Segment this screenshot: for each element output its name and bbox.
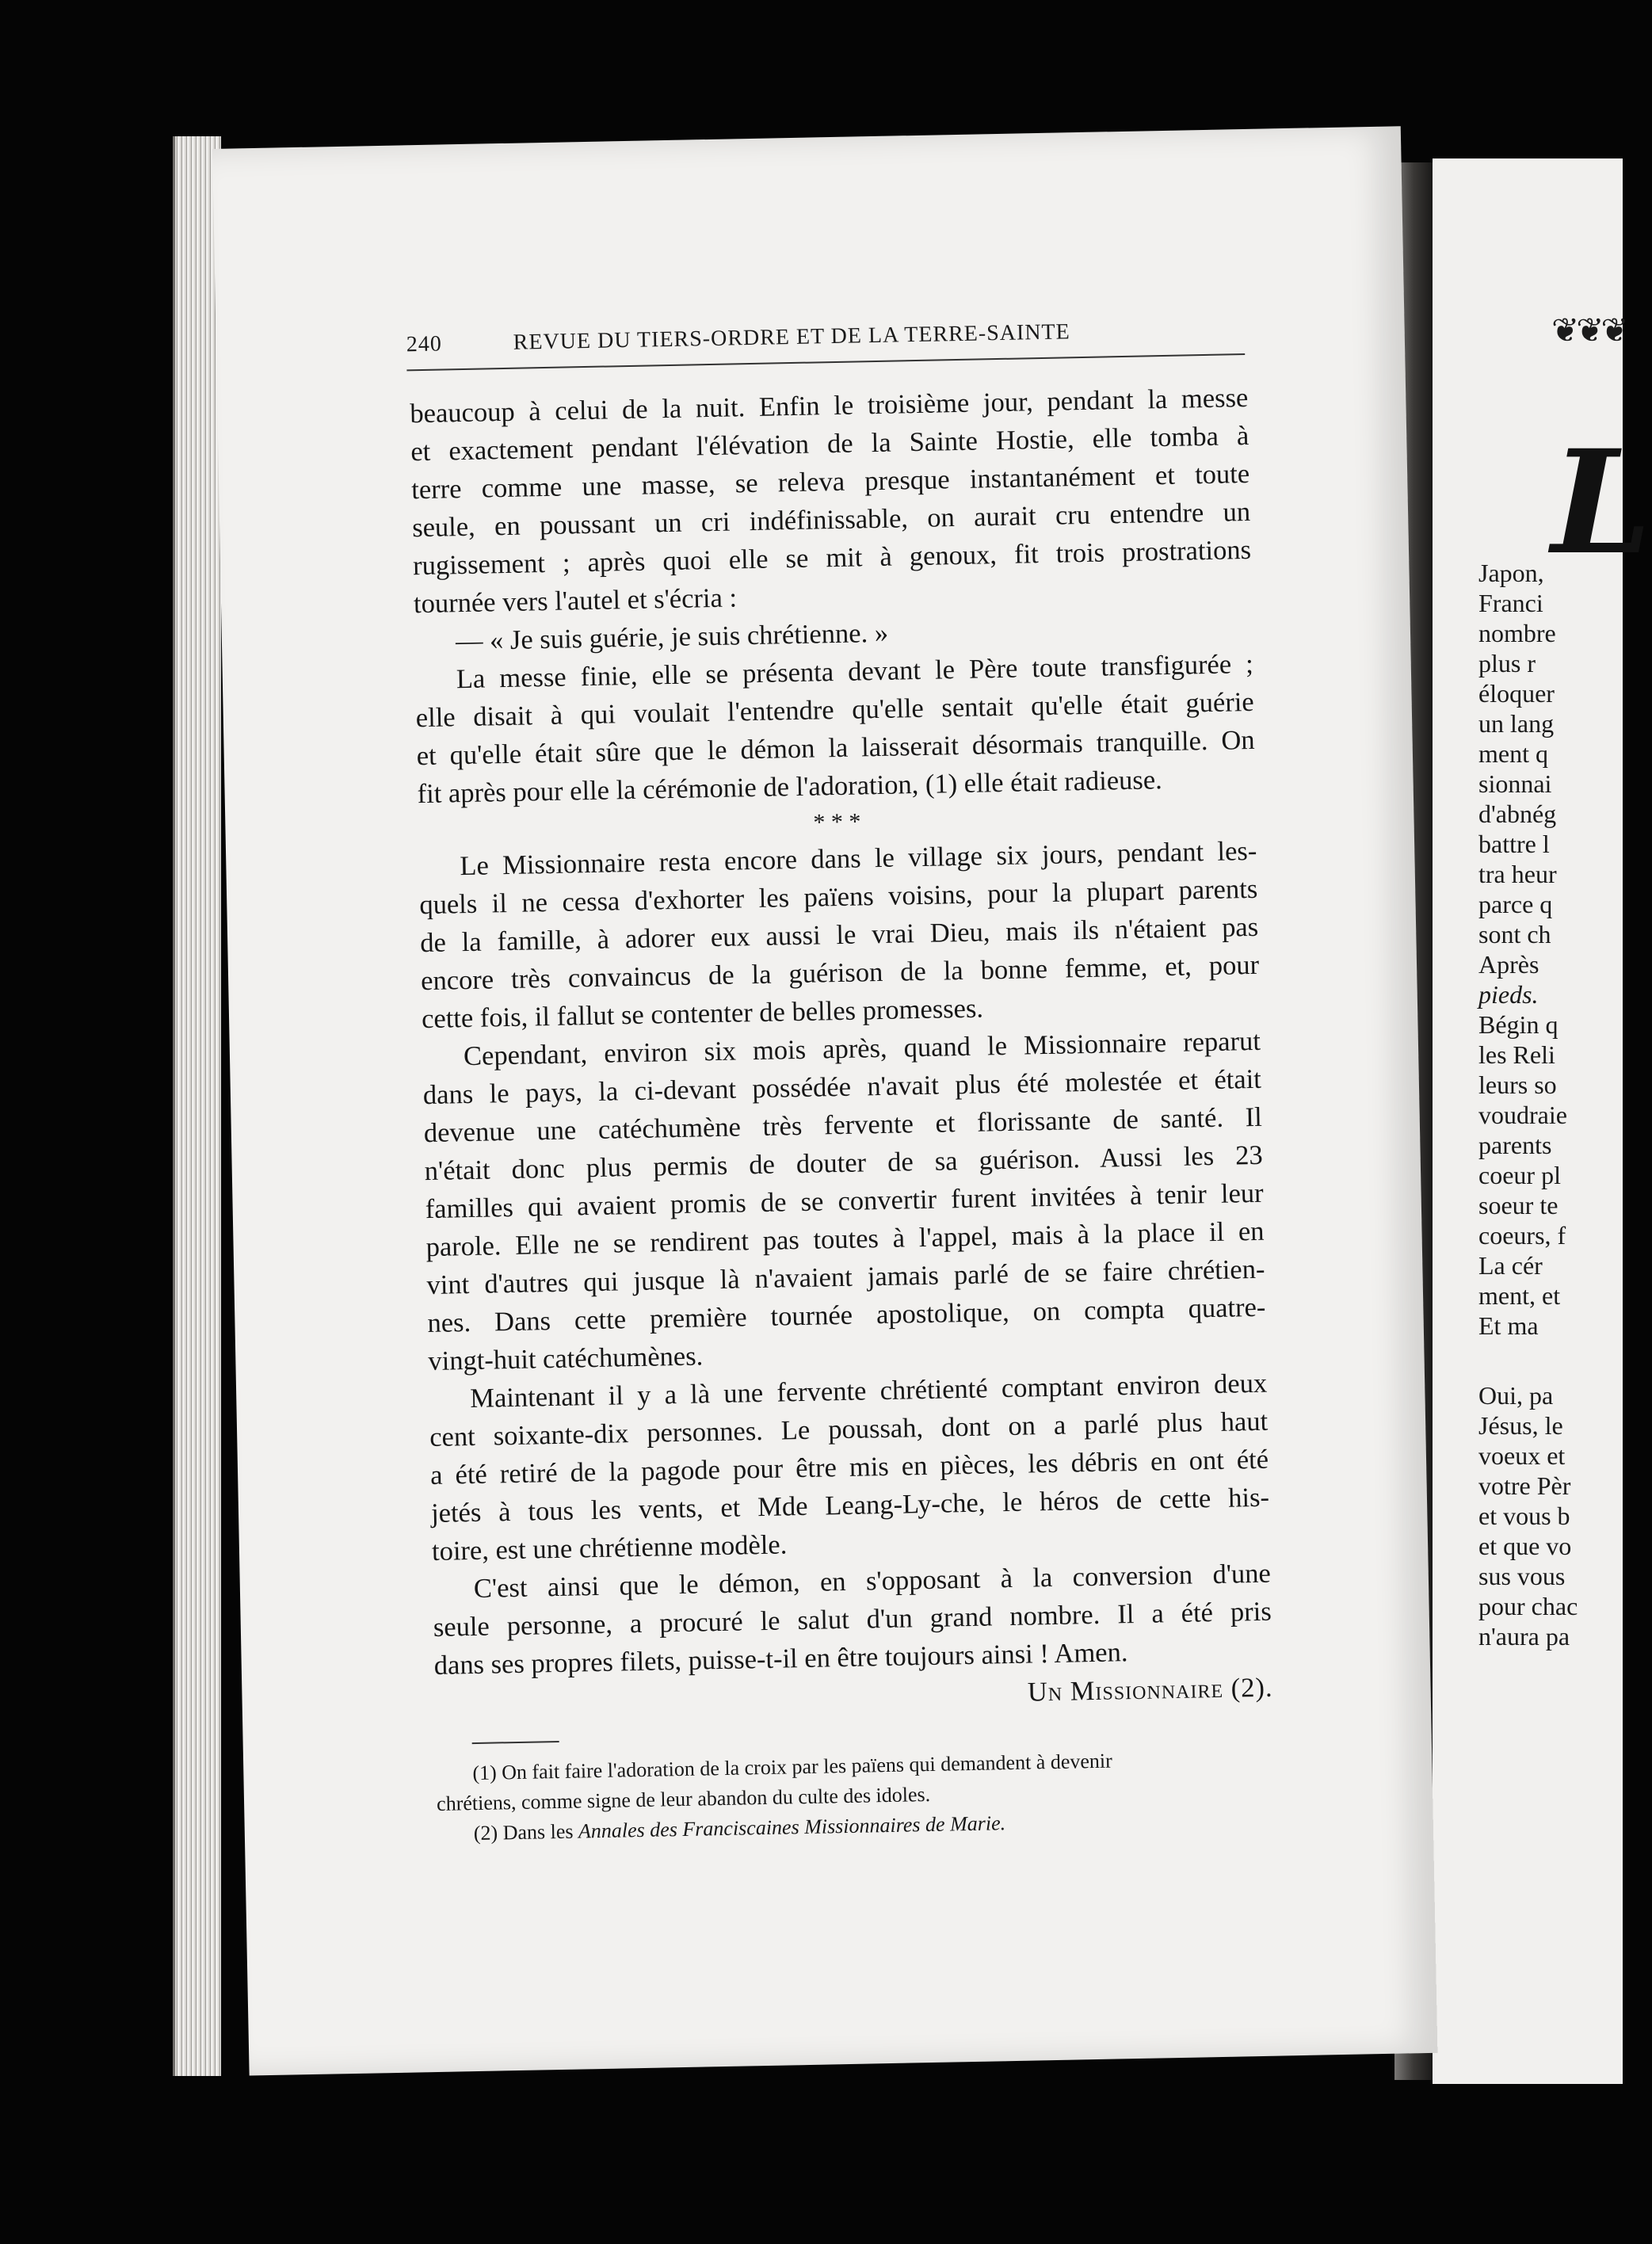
right-page-line: voeux et [1478,1441,1566,1470]
text-line: dans ses propres filets, puisse-t-il en être toujours ainsi ! Amen. [433,1637,1128,1681]
text-line: toire, est une chrétienne modèle. [431,1529,788,1567]
page-edges [173,136,221,2076]
right-page-line: parce q [1478,890,1553,918]
drop-cap: L [1551,419,1652,586]
text-line: rugissement ; après quoi elle se mit à genoux, fit trois prostrations [412,534,1252,582]
footnote-2-prefix: (2) Dans les [473,1819,579,1845]
right-page-line: La cér [1478,1251,1543,1280]
text-line: jetés à tous les vents, et Mde Leang-Ly-che, le héros de cette his- [430,1482,1270,1529]
running-title: REVUE DU TIERS-ORDRE ET DE LA TERRE-SAINTE [513,319,1071,355]
text-line: devenue une catéchumène très fervente et florissante de santé. Il [423,1101,1263,1149]
text-line: cette fois, il fallut se contenter de belles promesses. [421,993,984,1035]
right-page-line: et que vo [1478,1532,1572,1560]
right-page-line: coeur pl [1478,1161,1561,1189]
text-line: seule personne, a procuré le salut d'un grand nombre. Il a été pris [433,1596,1272,1643]
text-line: nes. Dans cette première tournée apostolique, on compta quatre- [427,1292,1266,1339]
paragraph-block-2 [418,832,1272,1685]
text-line: vint d'autres qui jusque là n'avaient jamais parlé de se faire chrétien- [426,1254,1265,1301]
ornament-icon: ❦❦❦ [1551,311,1626,349]
right-page-line: battre l [1478,830,1550,858]
right-page-line: sus vous [1478,1562,1566,1590]
footnote-1-line-2: chrétiens, comme signe de leur abandon du culte des idoles. [436,1782,931,1815]
right-page-line: plus r [1478,649,1536,677]
right-page-line: Jésus, le [1478,1411,1563,1440]
text-line: cent soixante-dix personnes. Le poussah, dont on a parlé plus haut [429,1406,1269,1453]
right-page-line: votre Pèr [1478,1471,1571,1500]
right-page-line: Franci [1478,589,1543,617]
text-line: elle disait à qui voulait l'entendre qu'elle sentait qu'elle était guérie [415,686,1255,734]
right-page-line: Bégin q [1478,1010,1559,1039]
page-body [410,379,1276,1849]
right-page-line: Japon, [1478,559,1544,587]
text-line: beaucoup à celui de la nuit. Enfin le troisième jour, pendant la messe [410,382,1249,429]
right-page-line: sont ch [1478,920,1551,948]
text-line: et exactement pendant l'élévation de la Sainte Hostie, elle tomba à [410,420,1249,468]
right-page-line: coeurs, f [1478,1221,1566,1250]
right-page-line: les Reli [1478,1040,1555,1069]
paragraph-block-1 [410,379,1256,813]
right-page-line: Oui, pa [1478,1381,1554,1410]
text-line: Maintenant il y a là une fervente chrétienté comptant environ deux [469,1368,1268,1414]
right-page [1433,158,1652,2084]
right-page-line: éloquer [1478,679,1555,708]
footnote-2-title: Annales des Franciscaines Missionnaires de Marie. [578,1811,1006,1843]
text-line: de la famille, à adorer eux aussi le vrai Dieu, mais ils n'étaient pas [419,911,1259,959]
text-line: dans le pays, la ci-devant possédée n'avait plus été molestée et était [422,1063,1262,1111]
text-line: vingt-huit catéchumènes. [428,1341,704,1377]
right-page-line: n'aura pa [1478,1622,1570,1651]
text-line: terre comme une masse, se releva presque instantanément et toute [410,458,1250,506]
footnote-rule [472,1741,559,1744]
right-page-line: parents [1478,1131,1552,1159]
text-line: n'était donc plus permis de douter de sa guérison. Aussi les 23 [424,1139,1263,1187]
right-page-line: et vous b [1478,1502,1570,1530]
right-page-line: un lang [1478,709,1555,738]
footnote-1-line-1: (1) On fait faire l'adoration de la croix par les païens qui demandent à devenir [472,1749,1113,1785]
text-line: tournée vers l'autel et s'écria : [413,582,738,620]
section-separator: * * * [813,808,861,836]
left-page [212,126,1437,2075]
signature: Un Missionnaire (2). [1027,1672,1273,1708]
text-line: familles qui avaient promis de se convertir furent invitées à tenir leur [425,1177,1264,1225]
text-line: seule, en poussant un cri indéfinissable, on aurait cru entendre un [411,496,1251,544]
right-page-line: ment, et [1478,1281,1561,1310]
text-line: La messe finie, elle se présenta devant le Père toute transfigurée ; [456,648,1254,695]
right-page-line: ment q [1478,739,1548,768]
text-line: Cependant, environ six mois après, quand le Missionnaire reparut [463,1025,1261,1072]
text-line: quels il ne cessa d'exhorter les païens voisins, pour la plupart parents [419,873,1258,921]
right-page-line: nombre [1478,619,1556,647]
right-page-line: tra heur [1478,860,1557,888]
right-page-line: pieds. [1478,980,1539,1009]
right-page-line: voudraie [1478,1101,1567,1129]
right-page-line: sionnai [1478,769,1552,798]
text-line: parole. Elle ne se rendirent pas toutes à l'appel, mais à la place il en [425,1216,1265,1263]
text-line: — « Je suis guérie, je suis chrétienne. » [455,617,889,657]
right-page-line: soeur te [1478,1191,1559,1219]
text-line: Le Missionnaire resta encore dans le village six jours, pendant les- [460,835,1257,882]
page-number: 240 [406,331,443,357]
right-page-line: leurs so [1478,1070,1557,1099]
text-line: a été retiré de la pagode pour être mis en pièces, les débris en ont été [429,1444,1269,1491]
right-page-line: pour chac [1478,1592,1578,1620]
right-page-line: d'abnég [1478,800,1557,828]
right-page-line: Après [1478,950,1539,979]
text-line: et qu'elle était sûre que le démon la laisserait désormais tranquille. On [416,724,1255,772]
text-line: fit après pour elle la cérémonie de l'adoration, (1) elle était radieuse. [417,765,1163,810]
text-line: C'est ainsi que le démon, en s'opposant à la conversion d'une [473,1558,1272,1604]
right-page-line: Et ma [1478,1311,1539,1340]
text-line: encore très convaincus de la guérison de la bonne femme, et, pour [420,949,1260,997]
header-rule [406,353,1245,371]
